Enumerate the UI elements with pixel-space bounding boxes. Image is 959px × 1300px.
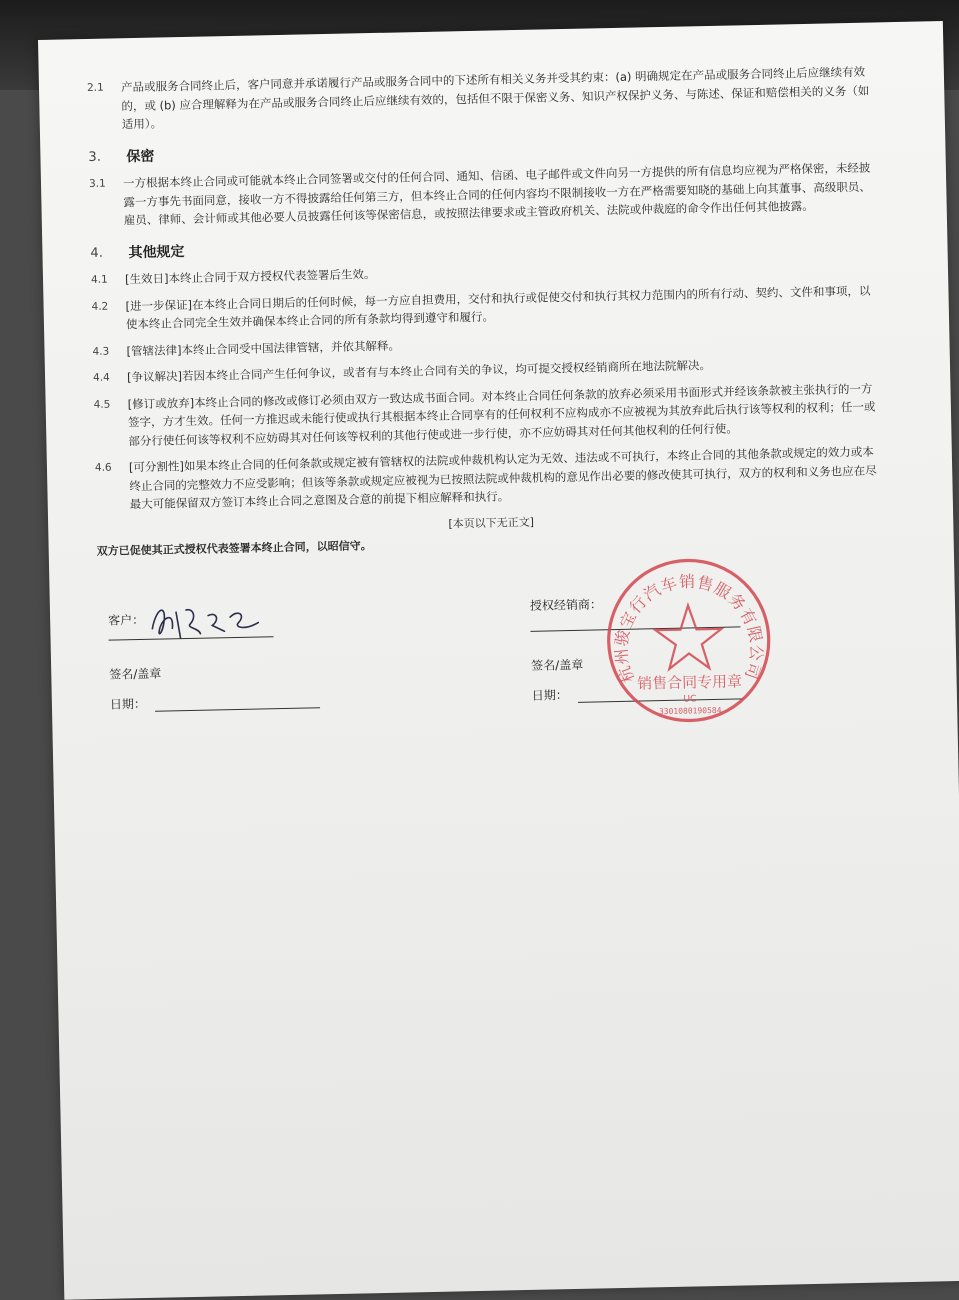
dealer-label: 授权经销商： xyxy=(529,596,603,613)
document-content xyxy=(87,62,893,839)
clause-number: 4.4 xyxy=(92,371,110,384)
dealer-date-label: 日期： xyxy=(531,687,568,703)
clause-number: 4.6 xyxy=(94,461,112,474)
seal-center-text: 销售合同专用章 xyxy=(636,671,743,693)
customer-sign-label: 签名/盖章 xyxy=(109,666,162,682)
seal-mark: UC xyxy=(683,693,697,705)
section-number: 4. xyxy=(90,245,104,261)
clause-number: 4.3 xyxy=(92,345,110,358)
clause-text: [生效日]本终止合同于双方授权代表签署后生效。 xyxy=(124,266,376,287)
clause-text: 一方根据本终止合同或可能就本终止合同签署或交付的任何合同、通知、信函、电子邮件或文件向另一方提供的所有信息均应视为严格保密，未经披露一方事先书面同意，接收一方不得披露给任何第三方，但本终止合同的任何内容均不限制接收一方在严格需要知晓的基础上向其董事、高级职员、雇员、律师、会计师或其他必要人员披露任何该等保密信息，或按照法律要求或主管政府机关、法院或仲裁庭的命令作出任何其他披露。 xyxy=(122,160,871,228)
clause-text: [可分割性]如果本终止合同的任何条款或规定被有管辖权的法院或仲裁机构认定为无效、违法或不可执行，本终止合同的其他条款或规定的效力或本终止合同的完整效力不应受影响；但该等条款或规定应被视为已按照法院或仲裁机构的意见作出必要的修改使其可执行，双方的权利和义务也应在尽最大可能保留双方签订本终止合同之意图及合意的前提下相应解释和执行。 xyxy=(128,444,877,512)
clause-4-6 xyxy=(95,442,886,514)
clause-number: 4.1 xyxy=(90,273,108,286)
seal-code: 3301080190584 xyxy=(658,705,722,716)
clause-number: 3.1 xyxy=(88,177,106,190)
clause-text: [管辖法律]本终止合同受中国法律管辖，并依其解释。 xyxy=(126,337,401,358)
seal-ring-text: 杭州骏宝行汽车销售服务有限公司 xyxy=(611,571,767,685)
clause-3-1 xyxy=(89,158,880,230)
clause-number: 2.1 xyxy=(86,81,104,94)
paper-sheet xyxy=(38,21,959,1300)
clause-text: [进一步保证]在本终止合同日期后的任何时候，每一方应自担费用，交付和执行或促使交付和执行其权力范围内的所有行动、契约、文件和事项，以使本终止合同完全生效并确保本终止合同的所有条款均得到遵守和履行。 xyxy=(125,283,871,332)
customer-label: 客户： xyxy=(108,612,145,628)
clause-2-1 xyxy=(87,62,878,134)
signature-area xyxy=(98,571,893,839)
seal-star-icon xyxy=(655,604,722,668)
clause-number: 4.5 xyxy=(93,398,111,411)
customer-signature xyxy=(146,596,277,649)
dealer-sign-label: 签名/盖章 xyxy=(531,657,584,673)
clause-text: [修订或放弃]本终止合同的修改或修订必须由双方一致达成书面合同。对本终止合同任何条款的放弃必须采用书面形式并经该条款被主张执行的一方签字，方才生效。任何一方推迟或未能行使或执行其根据本终止合同享有的任何权利不应构成亦不应被视为其放弃此后执行该等权利的权利；任一或部分行使任何该等权利不应妨碍其对任何该等权利的其他行使或进一步行使，亦不应妨碍其对任何其他权利的任何行使。 xyxy=(127,381,876,448)
clause-text: [争议解决]若因本终止合同产生任何争议，或者有与本终止合同有关的争议，均可提交授权经销商所在地法院解决。 xyxy=(126,357,712,385)
customer-date-line xyxy=(155,707,320,711)
company-seal-stamp xyxy=(602,553,776,727)
clause-4-2 xyxy=(91,281,882,335)
section-number: 3. xyxy=(88,149,102,165)
svg-text:杭州骏宝行汽车销售服务有限公司 xyxy=(610,570,767,685)
section-title: 保密 xyxy=(126,148,155,165)
clause-text: 产品或服务合同终止后，客户同意并承诺履行产品或服务合同中的下述所有相关义务并受其约束：(a) 明确规定在产品或服务合同终止后应继续有效的，或 (b) 应合理解释为在产品或服务合同终止后应继续有效的，包括但不限于保密义务、知识产权保护义务、与陈述、保证和赔偿相关的义务（如适用）。 xyxy=(120,64,870,132)
section-title: 其他规定 xyxy=(128,243,185,261)
witness-statement: 双方已促使其正式授权代表签署本终止合同，以昭信守。 xyxy=(96,539,372,558)
clause-4-5 xyxy=(93,379,884,451)
end-of-text-note: [本页以下无正文] xyxy=(448,515,535,531)
clause-number: 4.2 xyxy=(91,300,109,313)
customer-date-label: 日期： xyxy=(109,696,147,712)
